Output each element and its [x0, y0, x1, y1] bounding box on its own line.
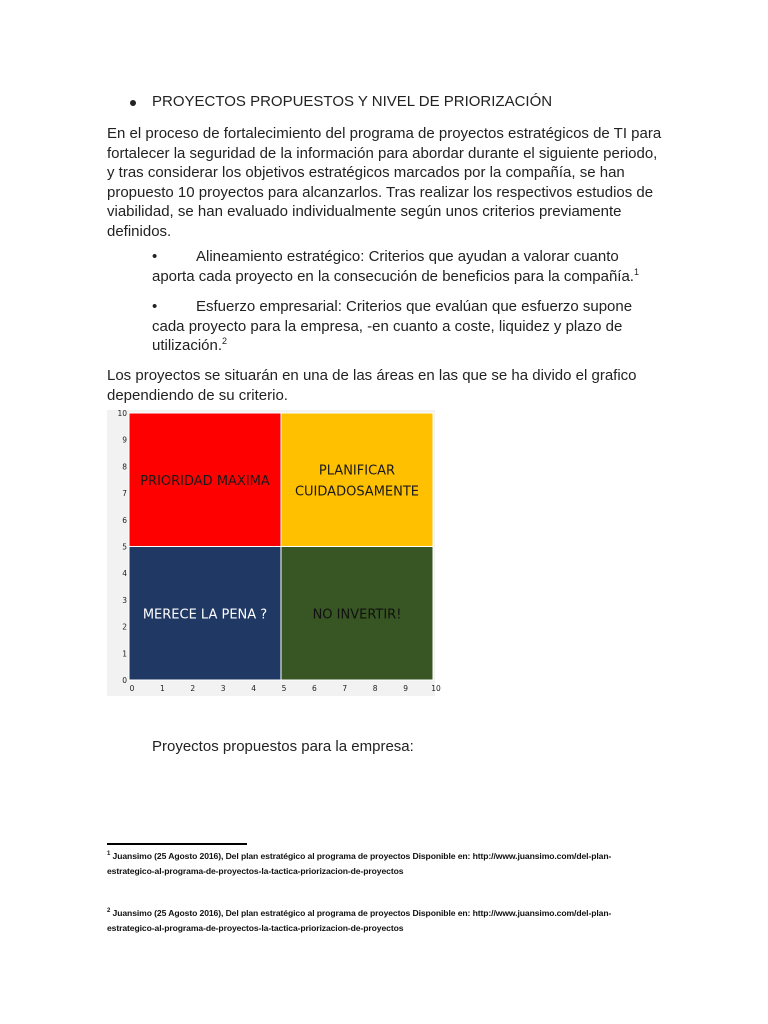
y-tick-label: 2 [122, 622, 127, 632]
footnote-ref: 2 [222, 336, 228, 346]
footnote-ref: 1 [633, 266, 639, 277]
quadrant-label: PLANIFICAR [318, 463, 396, 479]
bullet-text: Esfuerzo empresarial: Criterios que evalúan que esfuerzo supone cada proyecto para la empresa, -en cuanto a coste, liquidez y plazo de utilización. [152, 298, 633, 354]
quadrant-1 [281, 413, 433, 547]
bullet-dot-icon [130, 100, 136, 106]
priority-matrix-svg [107, 409, 441, 696]
y-tick-label: 10 [117, 409, 127, 418]
x-tick-label: 2 [190, 684, 196, 693]
footnote-separator [107, 843, 247, 845]
intro-paragraph: En el proceso de fortalecimiento del programa de proyectos estratégicos de TI para fortalecer la seguridad de la información para abordar durante el siguiente periodo, y tras considerar los objetivos estratégicos marcados por la compañía, se han propuesto 10 proyectos para alcanzarlos. Tras realizar los respectivos estudios de viabilidad, se han evaluado individualmente según unos criterios previamente definidos. [107, 125, 662, 240]
y-tick-label: 7 [122, 489, 127, 499]
x-tick-label: 8 [372, 684, 378, 693]
x-tick-label: 6 [312, 684, 317, 693]
quadrant-label: NO INVERTIR! [312, 607, 402, 623]
priority-matrix-chart [107, 409, 441, 696]
x-tick-label: 0 [129, 684, 135, 693]
footnote-text: Juansimo (25 Agosto 2016), Del plan estratégico al programa de proyectos Disponible en: http://www.juansimo.com/del-plan-estrategico-al-programa-de-proyectos-la-tactica-priorizacion-de-proyectos [107, 908, 612, 933]
x-tick-label: 10 [431, 684, 441, 693]
heading-text: PROYECTOS PROPUESTOS Y NIVEL DE PRIORIZACIÓN [152, 93, 553, 110]
y-tick-label: 1 [122, 649, 127, 659]
footnote-text: Juansimo (25 Agosto 2016), Del plan estratégico al programa de proyectos Disponible en: http://www.juansimo.com/del-plan-estrategico-al-programa-de-proyectos-la-tactica-priorizacion-de-proyectos [107, 851, 612, 876]
footnote-2 [107, 906, 657, 936]
y-tick-label: 4 [122, 569, 127, 579]
criteria-bullet-effort [152, 297, 652, 356]
quadrant-label: PRIORIDAD MAXIMA [140, 473, 270, 489]
bullet-mark: • [152, 298, 158, 315]
x-tick-label: 5 [281, 684, 287, 693]
x-tick-label: 4 [251, 684, 256, 693]
y-tick-label: 6 [122, 515, 127, 525]
quadrant-label: CUIDADOSAMENTE [294, 484, 420, 500]
x-tick-label: 1 [160, 684, 165, 693]
y-tick-label: 9 [122, 435, 127, 445]
y-tick-label: 5 [122, 542, 127, 552]
bullet-text: Alineamiento estratégico: Criterios que ayudan a valorar cuanto aporta cada proyecto en la consecución de beneficios para la compañía. [152, 248, 634, 285]
y-tick-label: 8 [122, 462, 127, 472]
x-tick-label: 7 [342, 684, 348, 693]
y-tick-label: 3 [122, 595, 127, 605]
criteria-bullet-alignment [152, 247, 652, 286]
footnote-number: 2 [107, 908, 111, 915]
footnote-1 [107, 849, 657, 879]
x-tick-label: 3 [220, 684, 226, 693]
bullet-mark: • [152, 248, 158, 265]
chart-intro-paragraph: Los proyectos se situarán en una de las áreas en las que se ha divido el grafico dependiendo de su criterio. [107, 367, 637, 404]
x-tick-label: 9 [403, 684, 408, 693]
quadrant-label: MERECE LA PENA ? [142, 607, 268, 623]
projects-label: Proyectos propuestos para la empresa: [152, 738, 414, 755]
y-tick-label: 0 [122, 676, 127, 685]
footnote-number: 1 [107, 851, 111, 858]
